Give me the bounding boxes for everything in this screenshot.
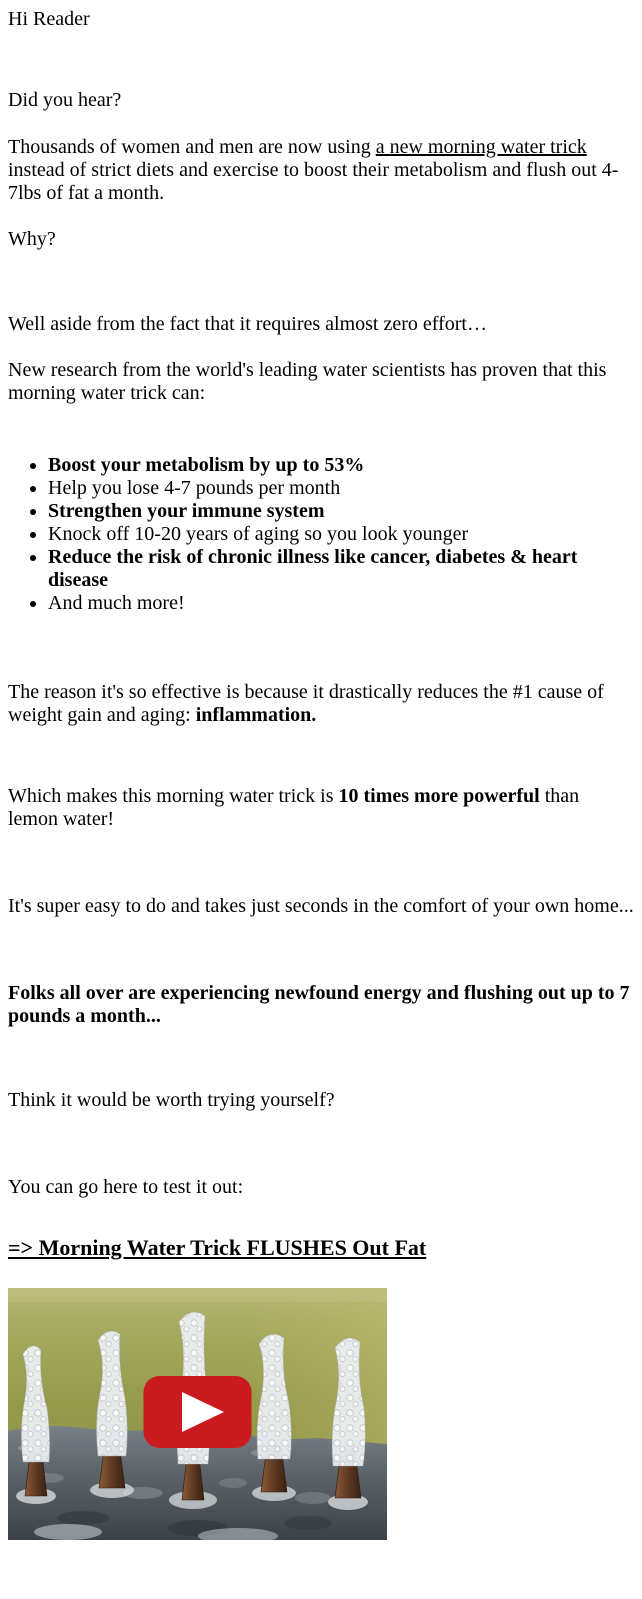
para-which — [8, 785, 634, 831]
cta-line — [8, 1235, 634, 1262]
para-reason — [8, 681, 634, 727]
fountain-photo — [8, 1288, 387, 1540]
para-which-bold: 10 times more powerful — [338, 785, 540, 807]
greeting: Hi Reader — [8, 8, 90, 30]
benefit-item-aging: • Knock off 10-20 years of aging so you look younger — [48, 523, 634, 546]
benefit-item-immune: • Strengthen your immune system — [48, 500, 634, 523]
video-thumbnail-block — [8, 1288, 634, 1546]
para-folks: Folks all over are experiencing newfound energy and flushing out up to 7 pounds a month... — [8, 982, 630, 1027]
para-thousands-before: Thousands of women and men are now using — [8, 136, 376, 158]
benefit-item-metabolism: • Boost your metabolism by up to 53% — [48, 454, 634, 477]
para-did-you-hear: Did you hear? — [8, 89, 122, 111]
para-new-research: New research from the world's leading water scientists has proven that this morning water trick can: — [8, 359, 607, 404]
para-easy: It's super easy to do and takes just seconds in the comfort of your own home... — [8, 895, 634, 917]
para-which-before: Which makes this morning water trick is — [8, 785, 339, 807]
para-think: Think it would be worth trying yourself? — [8, 1089, 335, 1111]
morning-water-trick-link[interactable]: a new morning water trick — [375, 136, 587, 158]
para-thousands — [8, 136, 634, 205]
benefit-item-chronic-illness: • Reduce the risk of chronic illness like cancer, diabetes & heart disease — [48, 546, 634, 592]
para-why: Why? — [8, 228, 56, 250]
video-thumbnail-link[interactable] — [8, 1288, 387, 1540]
para-which-after: than lemon water! — [8, 785, 580, 830]
benefit-item-lose-pounds: • Help you lose 4-7 pounds per month — [48, 477, 634, 500]
para-reason-text: The reason it's so effective is because it drastically reduces the #1 cause of weight gain and aging: — [8, 681, 604, 726]
cta-morning-water-trick-link[interactable]: => Morning Water Trick FLUSHES Out Fat — [8, 1235, 427, 1260]
play-button-icon[interactable] — [144, 1376, 252, 1448]
para-go-here: You can go here to test it out: — [8, 1176, 244, 1198]
para-well-aside: Well aside from the fact that it requires almost zero effort… — [8, 313, 487, 335]
para-reason-bold: inflammation. — [195, 704, 317, 726]
benefit-item-more: • And much more! — [48, 592, 634, 615]
para-thousands-after: instead of strict diets and exercise to boost their metabolism and flush out 4-7lbs of fat a month. — [8, 159, 619, 204]
benefits-list — [8, 454, 634, 615]
